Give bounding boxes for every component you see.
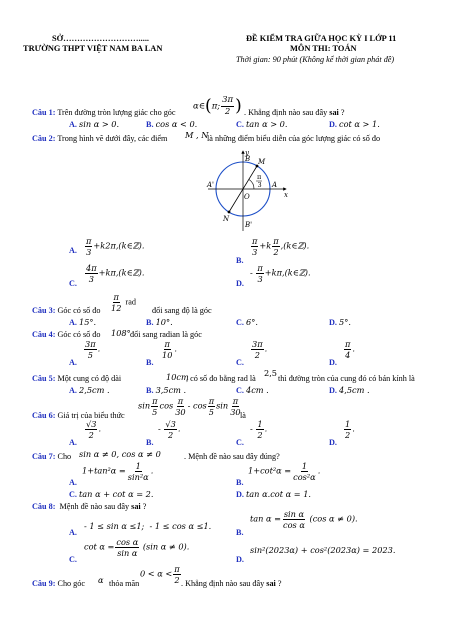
- angle-arc: [249, 180, 254, 190]
- q7-tail: . Mệnh đề nào sau đây đúng?: [184, 452, 280, 461]
- q2-stem: Câu 2: Trong hình vẽ dưới đây, các điểm: [32, 134, 168, 143]
- q5-option-d[interactable]: D. 4,5cm .: [329, 385, 370, 395]
- label-y: y: [245, 149, 249, 157]
- q4-option-c[interactable]: C.: [236, 358, 244, 367]
- q2-tail: là những điểm biểu diễn của góc lượng giác có số đo: [207, 134, 381, 143]
- q4-value: 108°: [111, 328, 131, 338]
- point-n: [228, 211, 231, 214]
- q7-stem: Câu 7: Cho: [32, 452, 72, 461]
- q7-option-a-math: 1+tan²α = $\frac{1}{\text{sin²α}}$ .: [82, 461, 154, 483]
- q2-option-d-math: - $\frac{\pi}{3}$ +kπ,(k∈ℤ).: [250, 263, 311, 285]
- q7-option-d[interactable]: D. tan α.cot α = 1.: [236, 489, 312, 499]
- q5-option-b[interactable]: B. 3,5cm .: [146, 385, 187, 395]
- q7-option-a[interactable]: A.: [69, 478, 77, 487]
- q4-option-c-math: $\frac{3\pi}{2}$ .: [252, 339, 268, 361]
- q2-option-a-math: $\frac{\pi}{3}$ +k2π,(k∈ℤ).: [86, 236, 145, 258]
- q9-variable: α: [98, 575, 104, 585]
- q4-option-a-math: $\frac{3\pi}{5}$ .: [85, 339, 101, 361]
- q8-option-c[interactable]: C.: [69, 555, 77, 564]
- q6-option-c-math: - $\frac{1}{2}$ .: [250, 419, 268, 441]
- q3-option-c[interactable]: C. 6°.: [236, 317, 258, 327]
- angle-num: π: [257, 173, 262, 181]
- q3-option-b[interactable]: B. 10°.: [146, 317, 173, 327]
- q6-option-b[interactable]: B.: [146, 438, 154, 447]
- q6-option-a-math: $\frac{√3}{2}$ .: [86, 419, 102, 441]
- q5-mid: , có số đo bằng rad là: [186, 374, 256, 383]
- q4-tail: đổi sang radian là góc: [130, 330, 202, 339]
- header-subject: MÔN THI: TOÁN: [290, 44, 357, 53]
- q3-value: $\frac{\pi}{12}$ rad: [111, 292, 136, 314]
- q1-option-a[interactable]: A. sin α > 0.: [69, 119, 120, 129]
- q5-option-c[interactable]: C. 4cm .: [236, 385, 269, 395]
- q6-option-b-math: - $\frac{√3}{2}$ .: [158, 419, 181, 441]
- q2-option-a[interactable]: A.: [69, 246, 77, 255]
- label-x: x: [284, 191, 288, 199]
- label-a: A: [272, 181, 278, 189]
- q1-stem: Câu 1: Trên đường tròn lượng giác cho góc: [32, 108, 176, 117]
- q1-option-d[interactable]: D. cot α > 1.: [329, 119, 380, 129]
- q9-condition: 0 < α < $\frac{\pi}{2}$: [140, 564, 180, 586]
- label-n: N: [223, 215, 230, 223]
- q8-option-b-math: tan α = $\frac{\text{sin α}}{\text{cos α}}$ (cos α ≠ 0).: [250, 509, 358, 531]
- q5-option-a[interactable]: A. 2,5cm .: [69, 385, 110, 395]
- q1-condition: α∈(π; $\frac{3\pi}{2}$ ): [193, 95, 242, 117]
- q2-option-c-math: $\frac{4\pi}{3}$ +kπ,(k∈ℤ).: [86, 263, 145, 285]
- q7-condition: sin α ≠ 0, cos α ≠ 0: [79, 449, 161, 459]
- q8-option-b[interactable]: B.: [236, 528, 244, 537]
- q6-tail: là: [240, 411, 246, 420]
- q1-option-c[interactable]: C. tan α > 0.: [236, 119, 288, 129]
- q8-stem: Câu 8: Mệnh đề nào sau đây sai ?: [32, 502, 147, 511]
- q9-stem: Câu 9: Cho góc: [32, 579, 86, 588]
- q9-mid: thỏa mãn: [109, 579, 140, 588]
- q6-option-d[interactable]: D.: [329, 438, 337, 447]
- q8-option-d-math: sin²(2023α) + cos²(2023α) = 2023.: [250, 545, 396, 555]
- unit-circle-figure: [198, 147, 294, 235]
- q4-option-d-math: $\frac{\pi}{4}$ .: [345, 339, 355, 361]
- label-m: M: [258, 158, 266, 166]
- q6-stem: Câu 6: Giá trị của biểu thức: [32, 411, 125, 420]
- q2-option-d[interactable]: D.: [236, 279, 244, 288]
- q3-stem: Câu 3: Góc có số đo: [32, 306, 101, 315]
- q2-option-b-math: $\frac{\pi}{3}$ +k $\frac{\pi}{2}$ ,(k∈ℤ).: [252, 236, 310, 258]
- label-b: B: [245, 155, 251, 163]
- q2-option-c[interactable]: C.: [69, 279, 77, 288]
- q5-rad: 2,5: [264, 368, 278, 378]
- label-o: O: [244, 193, 250, 201]
- q6-option-d-math: $\frac{1}{2}$ .: [345, 419, 355, 441]
- q4-option-b[interactable]: B.: [146, 358, 154, 367]
- label-a-prime: A': [207, 181, 214, 189]
- q8-option-d[interactable]: D.: [236, 555, 244, 564]
- q3-tail: đổi sang độ là góc: [152, 306, 212, 315]
- q1-tail: . Khẳng định nào sau đây sai ?: [244, 108, 345, 117]
- q3-option-d[interactable]: D. 5°.: [329, 317, 351, 327]
- angle-den: 3: [257, 181, 262, 189]
- q8-option-a-math: - 1 ≤ sin α ≤1; - 1 ≤ cos α ≤1.: [84, 521, 212, 531]
- q6-expression: sin $\frac{\pi}{5}$ cos $\frac{\pi}{30}$ - cos $\frac{\pi}{5}$ sin $\frac{\pi}{30}$: [138, 396, 241, 418]
- q8-option-a[interactable]: A.: [69, 528, 77, 537]
- q9-tail: . Khẳng định nào sau đây sai ?: [181, 579, 282, 588]
- q8-option-c-math: cot α = $\frac{\text{cos α}}{\text{sin α}}$ (sin α ≠ 0).: [84, 537, 190, 559]
- q4-option-a[interactable]: A.: [69, 358, 77, 367]
- q6-option-c[interactable]: C.: [236, 438, 244, 447]
- q6-option-a[interactable]: A.: [69, 438, 77, 447]
- header-time: Thời gian: 90 phút (Không kể thời gian phát đề): [236, 55, 395, 64]
- q1-option-b[interactable]: B. cos α < 0.: [146, 119, 198, 129]
- header-dept: SỞ……………………….....: [52, 34, 150, 43]
- q7-option-c[interactable]: C. tan α + cot α = 2.: [69, 489, 154, 499]
- q4-option-b-math: $\frac{\pi}{10}$ .: [162, 339, 178, 361]
- header-school: TRƯỜNG THPT VIỆT NAM BA LAN: [23, 44, 163, 53]
- q5-tail: thì đường tròn của cung đó có bán kính là: [278, 374, 415, 383]
- q4-option-d[interactable]: D.: [329, 358, 337, 367]
- q2-points: M , N: [185, 130, 209, 140]
- q5-length: 10cm: [166, 372, 189, 382]
- q7-option-b[interactable]: B.: [236, 478, 244, 487]
- q2-option-b[interactable]: B.: [236, 256, 244, 265]
- q3-option-a[interactable]: A. 15°.: [69, 317, 97, 327]
- label-b-prime: B': [245, 221, 253, 229]
- header-title: ĐỀ KIỂM TRA GIỮA HỌC KỲ I LỚP 11: [246, 34, 397, 43]
- q5-stem: Câu 5: Một cung có độ dài: [32, 374, 122, 383]
- q4-stem: Câu 4: Góc có số đo: [32, 330, 101, 339]
- q7-option-b-math: 1+cot²α = $\frac{1}{\text{cos²α}}$ .: [248, 461, 321, 483]
